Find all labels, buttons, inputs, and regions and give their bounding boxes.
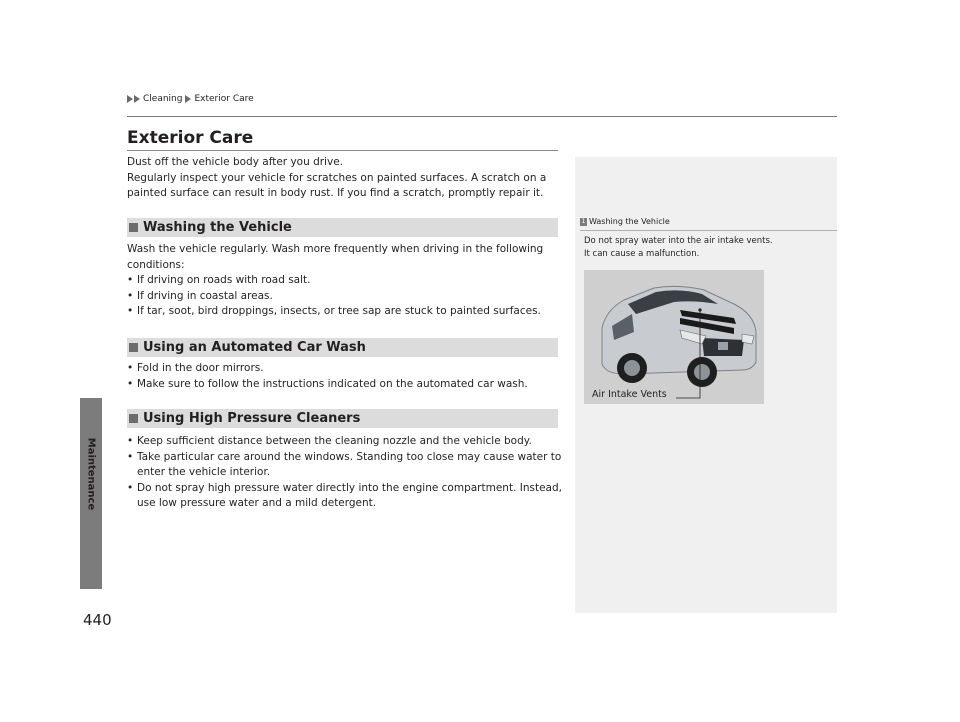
section-header-high-pressure — [127, 409, 558, 428]
section-title-automated: Using an Automated Car Wash — [143, 340, 366, 355]
side-note-divider — [580, 230, 837, 231]
breadcrumb-item-exterior-care[interactable]: Exterior Care — [194, 94, 254, 104]
section-body-washing — [127, 242, 562, 320]
header-divider — [127, 116, 837, 117]
intro-line-1: Dust off the vehicle body after you drive. — [127, 156, 343, 168]
list-item: • Fold in the door mirrors. — [127, 362, 264, 374]
car-illustration — [584, 270, 764, 404]
section-title-high-pressure: Using High Pressure Cleaners — [143, 411, 361, 426]
intro-line-2: Regularly inspect your vehicle for scratches on painted surfaces. A scratch on a painted surface can result in body rust. If you find a scratch, promptly repair it. — [127, 171, 547, 199]
square-bullet-icon — [129, 343, 138, 352]
section-header-washing — [127, 218, 558, 237]
automated-bullet-list — [127, 361, 562, 392]
arrow-right-icon — [127, 95, 133, 103]
list-item: • If tar, soot, bird droppings, insects, or tree sap are stuck to painted surfaces. — [127, 305, 541, 317]
arrow-right-icon — [134, 95, 140, 103]
section-header-automated — [127, 338, 558, 357]
section-title-washing: Washing the Vehicle — [143, 220, 292, 235]
chapter-tab-label: Maintenance — [85, 437, 97, 511]
vehicle-figure — [584, 270, 764, 404]
section-body-automated — [127, 361, 562, 392]
side-note-text — [584, 235, 829, 261]
breadcrumb-item-cleaning[interactable]: Cleaning — [143, 94, 183, 104]
arrow-right-icon — [185, 95, 191, 103]
list-item: • Keep sufficient distance between the cleaning nozzle and the vehicle body. — [127, 435, 532, 447]
section-body-high-pressure — [127, 434, 562, 512]
title-divider — [127, 150, 558, 151]
list-item: • If driving in coastal areas. — [127, 289, 273, 302]
high-pressure-bullet-list — [127, 434, 562, 512]
reference-mark-icon: 1 — [581, 218, 586, 225]
list-item: • Take particular care around the windows. Standing too close may cause water to enter the vehicle interior. — [127, 450, 562, 478]
washing-intro: Wash the vehicle regularly. Wash more frequently when driving in the following conditions: — [127, 243, 544, 271]
page-title: Exterior Care — [127, 128, 254, 148]
square-bullet-icon — [129, 223, 138, 232]
list-item: • Do not spray high pressure water directly into the engine compartment. Instead, use low pressure water and a mild detergent. — [127, 481, 562, 509]
list-item: • If driving on roads with road salt. — [127, 274, 311, 286]
square-bullet-icon — [129, 414, 138, 423]
side-note-line-1: Do not spray water into the air intake vents. — [584, 236, 773, 246]
list-item: • Make sure to follow the instructions indicated on the automated car wash. — [127, 377, 528, 390]
page-number: 440 — [83, 611, 112, 629]
breadcrumb — [127, 94, 257, 104]
side-note-title[interactable]: Washing the Vehicle — [589, 217, 670, 226]
washing-bullet-list — [127, 273, 562, 320]
figure-caption: Air Intake Vents — [592, 389, 667, 400]
side-note-heading — [580, 217, 670, 226]
intro-text — [127, 155, 562, 202]
side-note-line-2: It can cause a malfunction. — [584, 249, 700, 259]
